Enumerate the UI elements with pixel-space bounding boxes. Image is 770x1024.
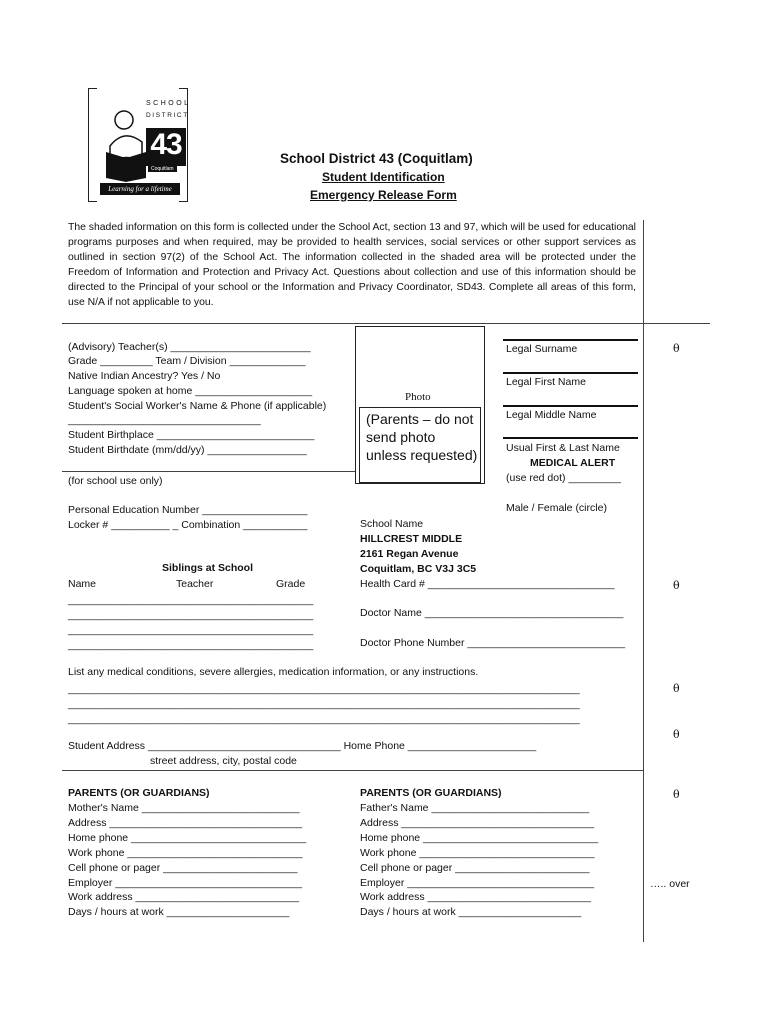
reader-figure-icon bbox=[102, 102, 148, 182]
doctor-name-field[interactable]: Doctor Name __________________________________ bbox=[360, 607, 624, 619]
school-name-label: School Name bbox=[360, 518, 424, 530]
photo-note-box bbox=[359, 407, 481, 483]
section-rule-address bbox=[62, 770, 644, 771]
siblings-title: Siblings at School bbox=[162, 562, 254, 574]
school-city: Coquitlam, BC V3J 3C5 bbox=[360, 563, 477, 575]
father-name-field[interactable]: Father's Name ___________________________ bbox=[360, 802, 590, 814]
birthplace-field[interactable]: Student Birthplace ___________________________ bbox=[68, 429, 315, 441]
father-hours-field[interactable]: Days / hours at work _____________________ bbox=[360, 906, 582, 918]
logo-tagline: Learning for a lifetime bbox=[100, 183, 180, 195]
theta-mark: θ bbox=[673, 728, 680, 741]
father-cell-field[interactable]: Cell phone or pager _______________________ bbox=[360, 862, 590, 874]
middle-name-line bbox=[503, 405, 638, 407]
logo-number: 43 bbox=[146, 128, 186, 166]
photo-note: (Parents – do not send photo unless requested) bbox=[366, 411, 478, 463]
legal-middle-name-field[interactable]: Legal Middle Name bbox=[506, 409, 597, 421]
logo-district-text: DISTRICT bbox=[146, 112, 189, 119]
sibling-line[interactable]: __________________________________________ bbox=[68, 624, 314, 636]
medical-line[interactable]: ____________________________________________________________________________________________ bbox=[68, 714, 580, 725]
pen-field[interactable]: Personal Education Number __________________ bbox=[68, 504, 308, 516]
intro-paragraph: The shaded information on this form is collected under the School Act, section 13 and 97, which will be used for educational programs purposes and when required, may be provided to health services, social services or other support services as outlined in section 97(2) of the School Act. The information collected in the shaded area will be protected under the Freedom of Information and Protection and Privacy Act. Questions about collection and use of this information should be directed to the Principal of your school or the Information and Privacy Coordinator, SD43. Complete all areas of this form, use N/A if not applicable to you. bbox=[68, 222, 636, 308]
theta-mark: θ bbox=[673, 579, 680, 592]
native-ancestry-field[interactable]: Native Indian Ancestry? Yes / No bbox=[68, 370, 221, 382]
language-field[interactable]: Language spoken at home ____________________ bbox=[68, 385, 313, 397]
usual-name-line bbox=[503, 437, 638, 439]
usual-name-field[interactable]: Usual First & Last Name bbox=[506, 442, 620, 454]
siblings-col-name: Name bbox=[68, 578, 97, 590]
student-address-field[interactable]: Student Address _________________________________ Home Phone ______________________ bbox=[68, 740, 537, 752]
father-address-field[interactable]: Address _________________________________ bbox=[360, 817, 595, 829]
medical-conditions-prompt: List any medical conditions, severe allergies, medication information, or any instructions. bbox=[68, 666, 479, 678]
mother-name-field[interactable]: Mother's Name ___________________________ bbox=[68, 802, 300, 814]
right-margin-rule bbox=[643, 220, 644, 942]
mother-hours-field[interactable]: Days / hours at work _____________________ bbox=[68, 906, 290, 918]
school-district-logo bbox=[88, 88, 191, 200]
locker-field[interactable]: Locker # __________ _ Combination ___________ bbox=[68, 519, 308, 531]
sibling-line[interactable]: __________________________________________ bbox=[68, 609, 314, 621]
doctor-phone-field[interactable]: Doctor Phone Number ___________________________ bbox=[360, 637, 626, 649]
medical-line[interactable]: ____________________________________________________________________________________________ bbox=[68, 699, 580, 710]
health-card-field[interactable]: Health Card # ________________________________ bbox=[360, 578, 615, 590]
mother-home-phone-field[interactable]: Home phone ______________________________ bbox=[68, 832, 307, 844]
over-note: ….. over bbox=[650, 878, 690, 890]
theta-mark: θ bbox=[673, 342, 680, 355]
father-work-address-field[interactable]: Work address ____________________________ bbox=[360, 891, 592, 903]
mother-employer-field[interactable]: Employer ________________________________ bbox=[68, 877, 303, 889]
address-hint: street address, city, postal code bbox=[150, 755, 297, 767]
medical-alert-label: MEDICAL ALERT bbox=[530, 457, 616, 469]
logo-bracket-left bbox=[88, 88, 97, 202]
legal-surname-field[interactable]: Legal Surname bbox=[506, 343, 578, 355]
photo-box[interactable] bbox=[355, 326, 485, 484]
school-street: 2161 Regan Avenue bbox=[360, 548, 459, 560]
surname-line bbox=[503, 339, 638, 341]
gender-field[interactable]: Male / Female (circle) bbox=[506, 502, 607, 514]
form-subtitle-identification: Student Identification bbox=[322, 170, 445, 184]
sibling-line[interactable]: __________________________________________ bbox=[68, 594, 314, 606]
form-subtitle-emergency: Emergency Release Form bbox=[310, 188, 457, 202]
section-rule-top bbox=[62, 323, 710, 324]
father-heading: PARENTS (OR GUARDIANS) bbox=[360, 787, 502, 799]
legal-first-name-field[interactable]: Legal First Name bbox=[506, 376, 586, 388]
birthdate-field[interactable]: Student Birthdate (mm/dd/yy) _________________ bbox=[68, 444, 307, 456]
theta-mark: θ bbox=[673, 788, 680, 801]
mother-heading: PARENTS (OR GUARDIANS) bbox=[68, 787, 210, 799]
grade-team-field[interactable]: Grade _________ Team / Division _____________ bbox=[68, 355, 306, 367]
father-work-phone-field[interactable]: Work phone ______________________________ bbox=[360, 847, 595, 859]
father-home-phone-field[interactable]: Home phone ______________________________ bbox=[360, 832, 599, 844]
social-worker-label: Student's Social Worker's Name & Phone (if applicable) bbox=[68, 400, 327, 412]
theta-mark: θ bbox=[673, 682, 680, 695]
first-name-line bbox=[503, 372, 638, 374]
mother-work-address-field[interactable]: Work address ____________________________ bbox=[68, 891, 300, 903]
left-column-rule bbox=[62, 471, 355, 472]
logo-city: Coquitlam bbox=[148, 166, 177, 172]
teacher-field[interactable]: (Advisory) Teacher(s) ________________________ bbox=[68, 341, 311, 353]
school-name: HILLCREST MIDDLE bbox=[360, 533, 463, 545]
mother-work-phone-field[interactable]: Work phone ______________________________ bbox=[68, 847, 303, 859]
father-employer-field[interactable]: Employer ________________________________ bbox=[360, 877, 595, 889]
mother-address-field[interactable]: Address _________________________________ bbox=[68, 817, 303, 829]
social-worker-field[interactable]: _________________________________ bbox=[68, 414, 261, 426]
school-use-only-label: (for school use only) bbox=[68, 475, 163, 487]
form-title: School District 43 (Coquitlam) bbox=[280, 151, 473, 166]
mother-cell-field[interactable]: Cell phone or pager _______________________ bbox=[68, 862, 298, 874]
photo-label: Photo bbox=[405, 391, 431, 403]
medical-line[interactable]: ____________________________________________________________________________________________ bbox=[68, 684, 580, 695]
sibling-line[interactable]: __________________________________________ bbox=[68, 639, 314, 651]
logo-school-text: SCHOOL bbox=[146, 100, 191, 107]
siblings-col-teacher: Teacher bbox=[176, 578, 214, 590]
siblings-col-grade: Grade bbox=[276, 578, 306, 590]
red-dot-field[interactable]: (use red dot) _________ bbox=[506, 472, 622, 484]
